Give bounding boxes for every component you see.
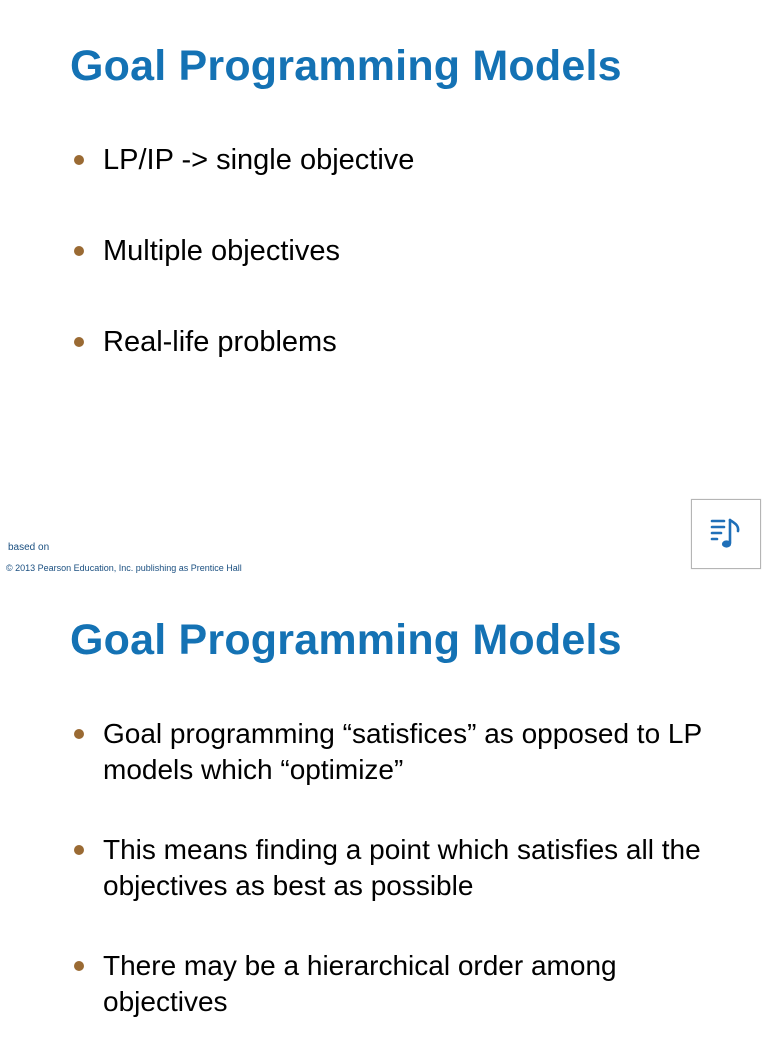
footer-based-on: based on — [8, 542, 50, 553]
bullet-item — [74, 233, 414, 269]
bullet-text: Real-life problems — [103, 326, 337, 358]
bullet-item — [74, 142, 414, 178]
bullet-text: This means finding a point which satisfies all the objectives as best as possible — [103, 834, 701, 901]
playlist-music-icon — [709, 516, 743, 552]
bullet-dot-icon — [74, 246, 84, 256]
bullet-dot-icon — [74, 729, 84, 739]
slide-title: Goal Programming Models — [70, 616, 622, 664]
bullet-text: There may be a hierarchical order among objectives — [103, 950, 617, 1017]
bullet-dot-icon — [74, 845, 84, 855]
bullet-dot-icon — [74, 961, 84, 971]
slide-title: Goal Programming Models — [70, 42, 622, 90]
bullet-text: LP/IP -> single objective — [103, 144, 415, 176]
bullet-text: Goal programming “satisfices” as opposed to LP models which “optimize” — [103, 718, 702, 785]
bullet-list — [74, 716, 723, 1064]
slide-2 — [0, 590, 768, 1024]
bullet-item — [74, 832, 723, 904]
bullet-item — [74, 716, 703, 788]
audio-playlist-button[interactable] — [691, 499, 761, 569]
bullet-item — [74, 324, 414, 360]
bullet-list — [74, 142, 414, 415]
bullet-text: Multiple objectives — [103, 235, 340, 267]
footer-copyright: © 2013 Pearson Education, Inc. publishing as Prentice Hall — [6, 563, 242, 573]
bullet-item — [74, 948, 703, 1020]
bullet-dot-icon — [74, 155, 84, 165]
bullet-dot-icon — [74, 337, 84, 347]
